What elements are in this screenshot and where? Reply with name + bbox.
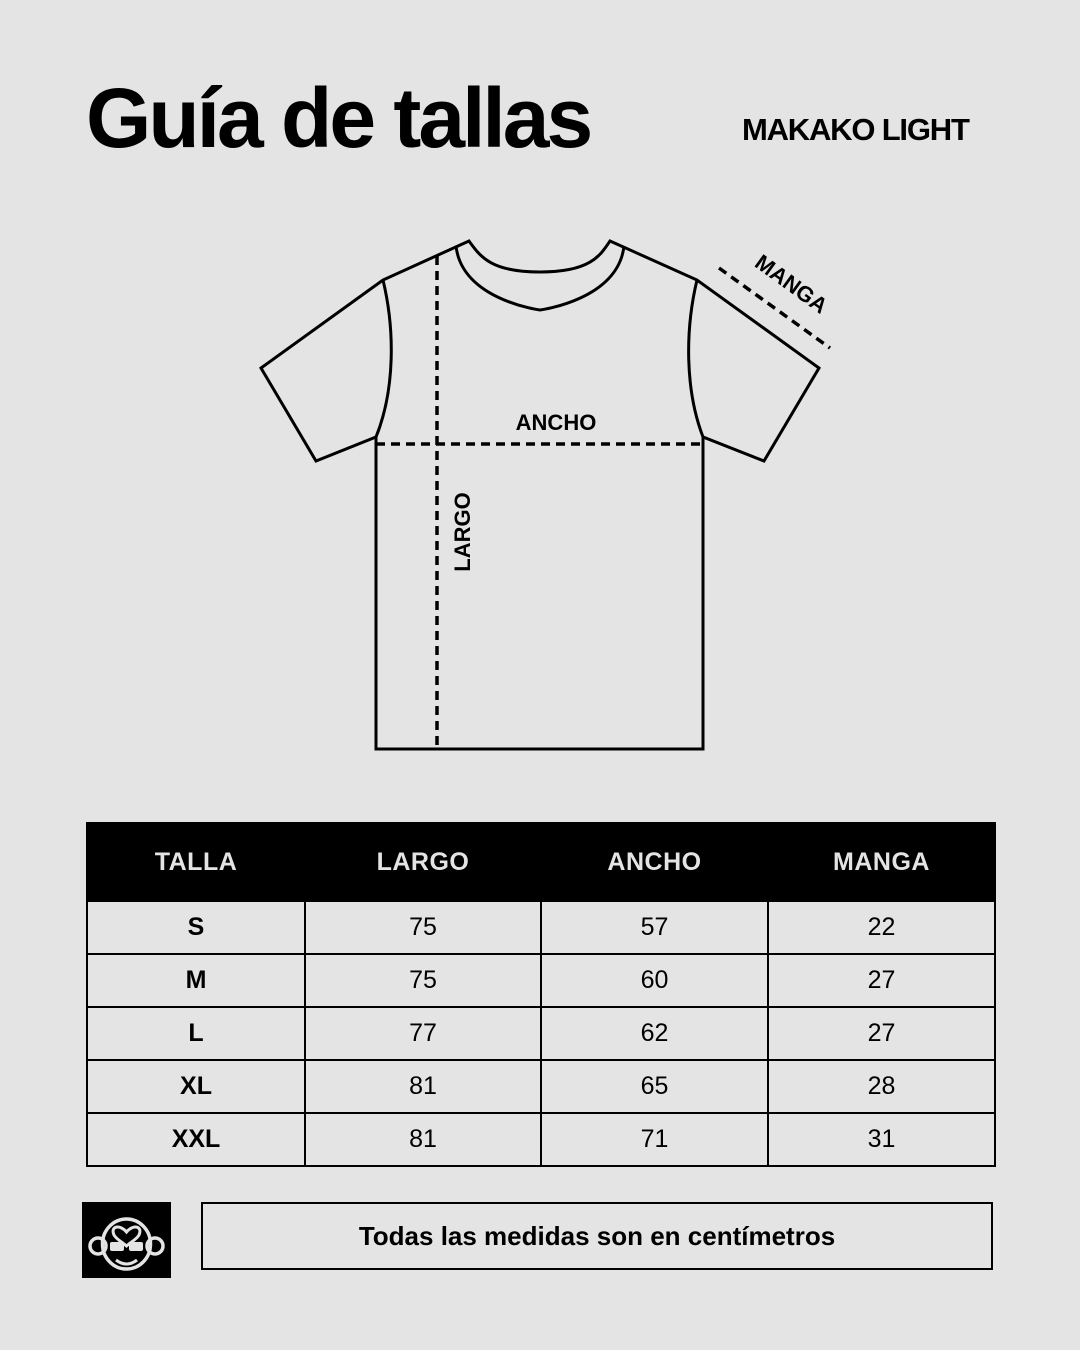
left-sleeve-seam bbox=[376, 280, 391, 437]
brand-name: MAKAKO LIGHT bbox=[742, 112, 969, 147]
monkey-logo-icon bbox=[82, 1202, 171, 1278]
length-cell: 81 bbox=[305, 1113, 541, 1166]
width-cell: 57 bbox=[541, 901, 768, 954]
table-row bbox=[87, 901, 995, 954]
length-label: LARGO bbox=[450, 492, 475, 572]
page-title: Guía de tallas bbox=[86, 71, 591, 165]
tshirt-outline bbox=[261, 241, 819, 749]
size-cell: XL bbox=[87, 1060, 305, 1113]
width-cell: 65 bbox=[541, 1060, 768, 1113]
length-cell: 75 bbox=[305, 954, 541, 1007]
table-header-row bbox=[87, 823, 995, 901]
sleeve-cell: 27 bbox=[768, 1007, 995, 1060]
sleeve-cell: 31 bbox=[768, 1113, 995, 1166]
width-cell: 71 bbox=[541, 1113, 768, 1166]
size-cell: L bbox=[87, 1007, 305, 1060]
length-cell: 81 bbox=[305, 1060, 541, 1113]
length-cell: 77 bbox=[305, 1007, 541, 1060]
width-cell: 62 bbox=[541, 1007, 768, 1060]
sleeve-cell: 22 bbox=[768, 901, 995, 954]
table-row bbox=[87, 1007, 995, 1060]
size-cell: S bbox=[87, 901, 305, 954]
sleeve-label: MANGA bbox=[750, 249, 833, 319]
table-row bbox=[87, 954, 995, 1007]
size-cell: XXL bbox=[87, 1113, 305, 1166]
size-table bbox=[86, 822, 996, 1167]
length-cell: 75 bbox=[305, 901, 541, 954]
width-label: ANCHO bbox=[515, 410, 597, 435]
header-width: ANCHO bbox=[541, 823, 768, 901]
size-cell: M bbox=[87, 954, 305, 1007]
width-cell: 60 bbox=[541, 954, 768, 1007]
sleeve-cell: 28 bbox=[768, 1060, 995, 1113]
header-size: TALLA bbox=[87, 823, 305, 901]
table-row bbox=[87, 1113, 995, 1166]
table-row bbox=[87, 1060, 995, 1113]
header-sleeve: MANGA bbox=[768, 823, 995, 901]
sleeve-cell: 27 bbox=[768, 954, 995, 1007]
header-length: LARGO bbox=[305, 823, 541, 901]
units-note: Todas las medidas son en centímetros bbox=[201, 1202, 993, 1270]
right-sleeve-seam bbox=[689, 280, 703, 437]
